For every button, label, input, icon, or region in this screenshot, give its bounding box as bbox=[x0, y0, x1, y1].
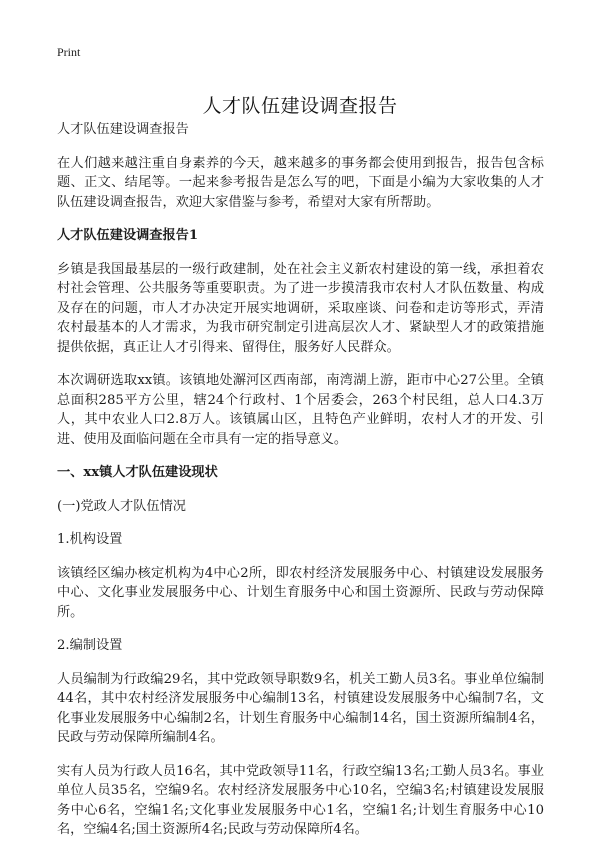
paragraph-2: 本次调研选取xx镇。该镇地处澥河区西南部，南湾湖上游，距市中心27公里。全镇总面积285平方公里，辖24个行政村、1个居委会，263个村民组，总人口4.3万人，其中农业人口2.8万人。该镇属山区，且特色产业鲜明，农村人才的开发、引进、使用及面临问题在全市具有一定的指导意义。 bbox=[57, 373, 544, 447]
item-2-heading: 2.编制设置 bbox=[57, 638, 123, 653]
document-subtitle: 人才队伍建设调查报告 bbox=[57, 122, 189, 137]
document-title: 人才队伍建设调查报告 bbox=[202, 94, 398, 117]
item-1-heading: 1.机构设置 bbox=[57, 532, 123, 547]
subsection-1-heading: (一)党政人才队伍情况 bbox=[57, 498, 186, 514]
item-2-paragraph-2: 实有人员为行政人员16名，其中党政领导11名，行政空编13名;工勤人员3名。事业单位人员35名，空编9名。农村经济发展服务中心10名，空编3名;村镇建设发展服务中心6名，空编1名;文化事业发展服务中心1名，空编1名;计划生育服务中心10名，空编4名;国土资源所4名;民政与劳动保障所4名。 bbox=[57, 763, 544, 837]
print-label: Print bbox=[57, 45, 81, 59]
section-1-heading: 一、xx镇人才队伍建设现状 bbox=[57, 465, 218, 480]
document-body bbox=[57, 120, 544, 854]
report-heading: 人才队伍建设调查报告1 bbox=[57, 228, 199, 243]
paragraph-1: 乡镇是我国最基层的一级行政建制，处在社会主义新农村建设的第一线，承担着农村社会管理、公共服务等重要职责。为了进一步摸清我市农村人才队伍数量、构成及存在的问题，市人才办决定开展实地调研，采取座谈、问卷和走访等形式，弄清农村最基本的人才需求，为我市研究制定引进高层次人才、紧缺型人才的政策措施提供依据，真正让人才引得来、留得住，服务好人民群众。 bbox=[57, 261, 544, 355]
item-1-paragraph: 该镇经区编办核定机构为4中心2所，即农村经济发展服务中心、村镇建设发展服务中心、文化事业发展服务中心、计划生育服务中心和国土资源所、民政与劳动保障所。 bbox=[57, 565, 544, 620]
item-2-paragraph-1: 人员编制为行政编29名，其中党政领导职数9名，机关工勤人员3名。事业单位编制44名，其中农村经济发展服务中心编制13名，村镇建设发展服务中心编制7名，文化事业发展服务中心编制2名，计划生育服务中心编制14名，国土资源所编制4名，民政与劳动保障所编制4名。 bbox=[57, 671, 544, 745]
intro-paragraph: 在人们越来越注重自身素养的今天，越来越多的事务都会使用到报告，报告包含标题、正文、结尾等。一起来参考报告是怎么写的吧，下面是小编为大家收集的人才队伍建设调查报告，欢迎大家借鉴与参考，希望对大家有所帮助。 bbox=[57, 155, 544, 210]
